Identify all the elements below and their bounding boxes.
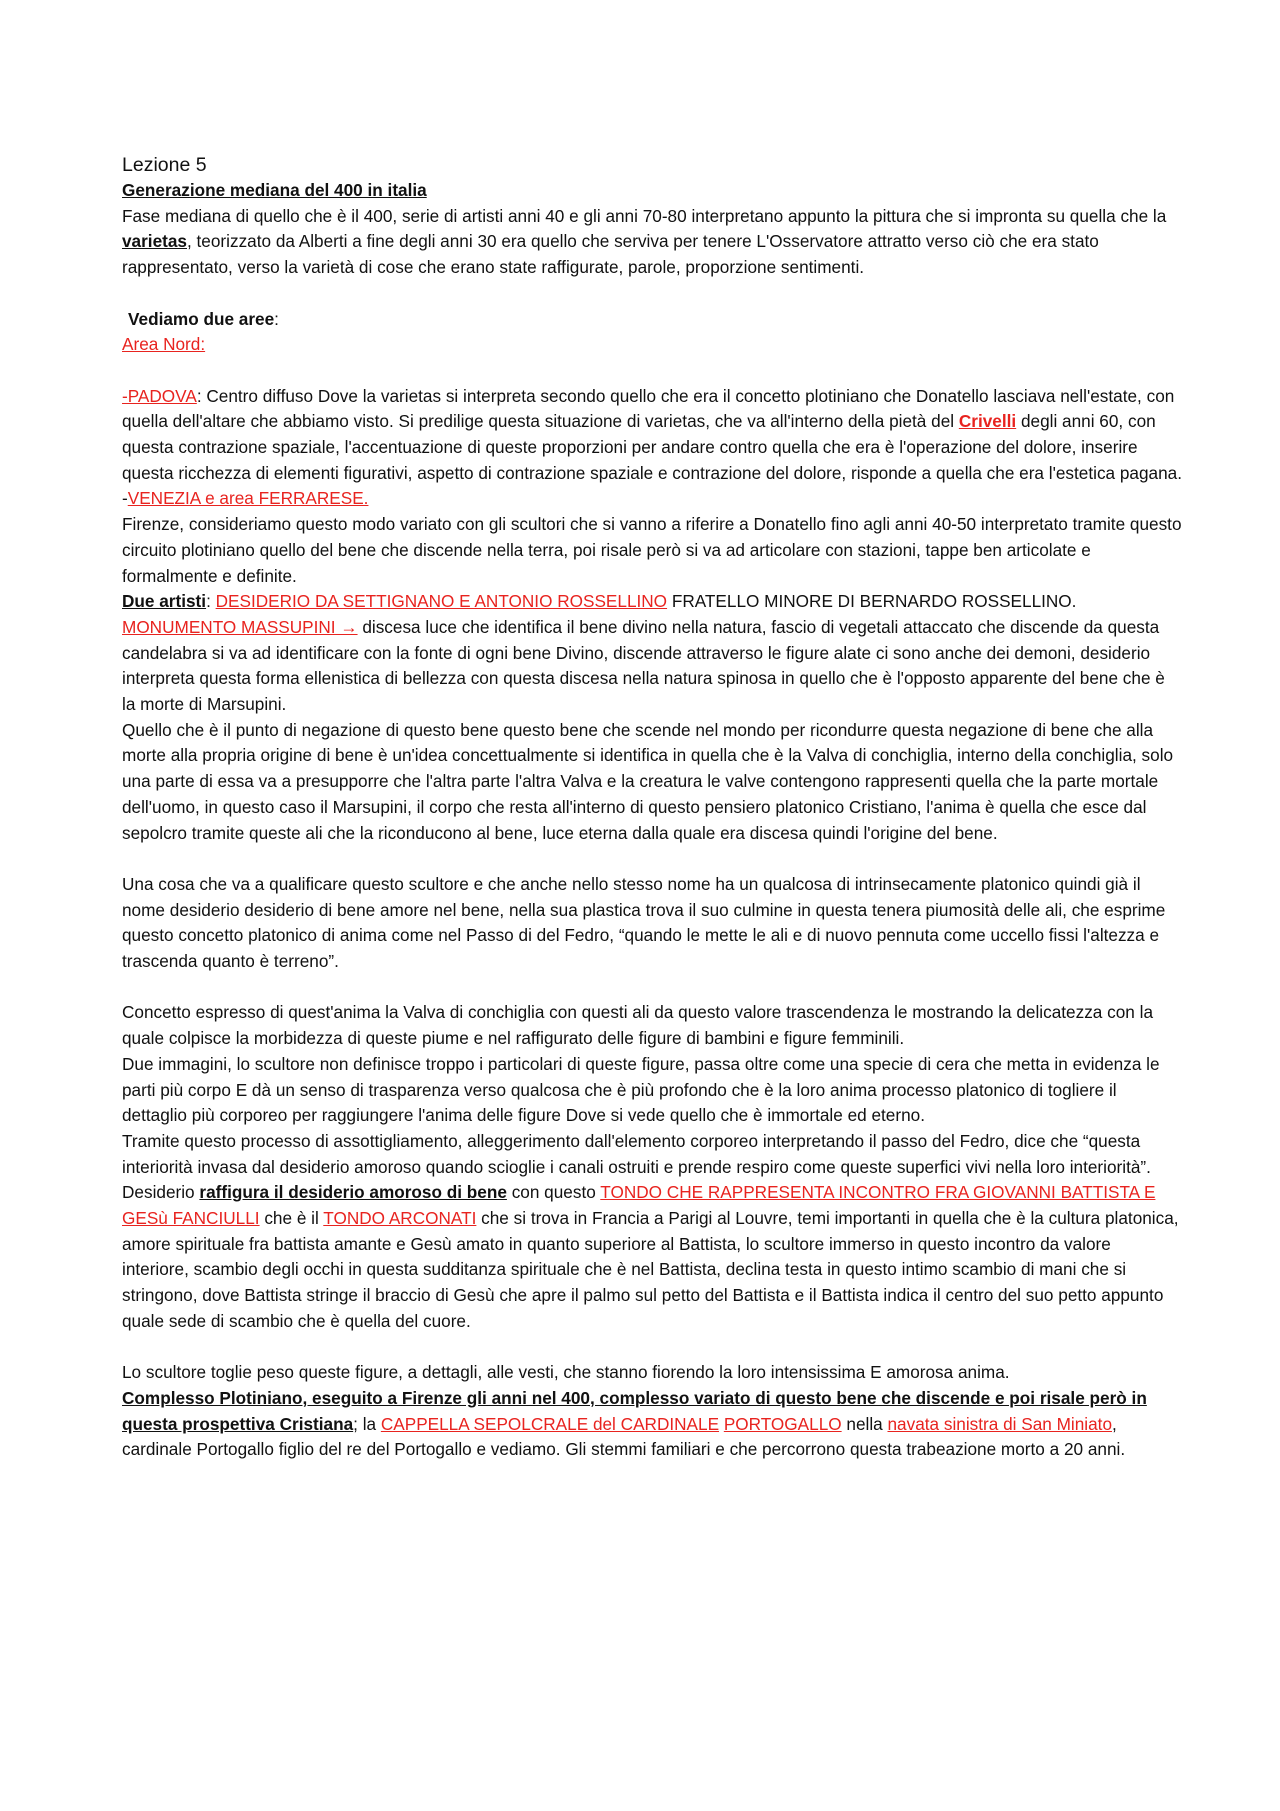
area-nord-link[interactable]: Area Nord: xyxy=(122,334,206,355)
venezia-link[interactable]: VENEZIA e area FERRARESE. xyxy=(127,488,369,509)
spacer xyxy=(122,1335,1182,1361)
tramite-paragraph: Tramite questo processo di assottigliamento, alleggerimento dall'elemento corporeo interpretando il passo del Fedro, dice che “questa interiorità invasa dal desiderio amoroso quando scioglie i canali ostruiti e prende respiro come queste superfici vivi nella loro interiorità”. xyxy=(122,1130,1151,1177)
venezia-dash: - xyxy=(122,488,128,509)
spacer xyxy=(122,975,1182,1001)
padova-link[interactable]: -PADOVA xyxy=(122,385,197,406)
cappella-link[interactable]: CAPPELLA SEPOLCRALE del CARDINALE xyxy=(380,1413,720,1434)
desiderio-text-2: con questo xyxy=(506,1182,601,1203)
monumento-text: discesa luce che identifica il bene divino nella natura, fascio di vegetali attaccato che discende da questa candelabra si va ad identificare con la fonte di ogni bene Divino, discende attraverso le figure alate ci sono anche dei demoni, desiderio interpreta questa forma ellenistica di bellezza con questa discesa nella natura spinosa in quello che è l'opposto apparente del bene che è la morte di Marsupini. xyxy=(122,616,1165,715)
negazione-paragraph: Quello che è il punto di negazione di questo bene questo bene che scende nel mondo per ricondurre questa negazione di bene che alla morte alla propria origine di bene è un'idea concettualmente si identifica in quella che è la Valva di conchiglia, interno della conchiglia, solo una parte di essa va a presupporre che l'altra parte l'altra Valva e la creatura le valve contengono rappresenti quella che la parte mortale dell'uomo, in questo caso il Marsupini, il corpo che resta all'interno di questo pensiero platonico Cristiano, l'anima è quella che esce dal sepolcro tramite queste ali che la riconducono al bene, luce eterna dalla quale era discesa quindi l'origine del bene. xyxy=(122,719,1174,843)
desiderio-text-1: Desiderio xyxy=(122,1182,200,1203)
complesso-text-3: nella xyxy=(841,1413,888,1434)
padova-paragraph xyxy=(122,384,1182,487)
padova-text-2: degli anni 60, con questa contrazione spaziale, l'accentuazione di queste proporzioni per andare contro quella che era è l'operazione del dolore, inserire questa ricchezza di elementi figurativi, aspetto di contrazione spaziale e contrazione del dolore, risponde a quella che era l'estetica pagana. xyxy=(122,411,1183,483)
artisti-label: Due artisti xyxy=(122,591,207,612)
spacer xyxy=(122,358,1182,384)
intro-text-2: , teorizzato da Alberti a fine degli anni 30 era quello che serviva per tenere L'Osservatore attratto verso ciò che era stato rappresentato, verso la varietà di cose che erano state raffigurate, parole, proporzione sentimenti. xyxy=(122,231,1099,278)
spacer xyxy=(122,846,1182,872)
desiderio-paragraph xyxy=(122,1180,1182,1334)
desiderio-text-4: che si trova in Francia a Parigi al Louvre, temi importanti in quella che è la cultura platonica, amore spirituale fra battista amante e Gesù amato in quanto superiore al Battista, lo scultore immerso in questo incontro da valore interiore, scambio degli occhi in questa sudditanza spirituale che è nel Battista, declina testa in questo intimo scambio di mani che si stringono, dove Battista stringe il braccio di Gesù che apre il palmo sul petto del Battista e il Battista indica il centro del suo petto appunto quale sede di scambio che è quella del cuore. xyxy=(122,1208,1179,1331)
desiderio-text-3: che è il xyxy=(259,1208,324,1229)
intro-text-1: Fase mediana di quello che è il 400, serie di artisti anni 40 e gli anni 70-80 interpretano appunto la pittura che si impronta su quella che la xyxy=(122,205,1167,226)
concetto-paragraph: Concetto espresso di quest'anima la Valva di conchiglia con questi ali da questo valore trascendenza le mostrando la delicatezza con la quale colpisce la morbidezza di queste piume e nel raffigurato delle figure di bambini e figure femminili. xyxy=(122,1002,1153,1049)
monumento-link[interactable]: MONUMENTO MASSUPINI → xyxy=(122,616,358,637)
crivelli-link[interactable]: Crivelli xyxy=(958,411,1017,432)
peso-paragraph: Lo scultore toglie peso queste figure, a dettagli, alle vesti, che stanno fiorendo la loro intensissima E amorosa anima. xyxy=(122,1362,1010,1383)
artisti-colon: : xyxy=(206,591,216,612)
spacer xyxy=(122,281,1182,307)
complesso-paragraph xyxy=(122,1386,1182,1463)
san-miniato-link[interactable]: navata sinistra di San Miniato xyxy=(887,1413,1113,1434)
portogallo-link[interactable]: PORTOGALLO xyxy=(723,1413,842,1434)
firenze-paragraph: Firenze, consideriamo questo modo variato con gli scultori che si vanno a riferire a Donatello fino agli anni 40-50 interpretato tramite questo circuito plotiniano quello del bene che discende nella terra, poi risale però si va ad articolare con stazioni, tappe ben articolate e formalmente e definite. xyxy=(122,514,1182,586)
section-heading: Generazione mediana del 400 in italia xyxy=(122,180,427,200)
areas-line xyxy=(122,307,1182,333)
lesson-title: Lezione 5 xyxy=(122,154,207,176)
complesso-text-1: ; la xyxy=(353,1413,381,1434)
venezia-line xyxy=(122,486,1182,512)
artisti-rest: FRATELLO MINORE DI BERNARDO ROSSELLINO. xyxy=(667,591,1077,612)
monumento-paragraph xyxy=(122,615,1182,718)
desiderio-bold: raffigura il desiderio amoroso di bene xyxy=(199,1182,507,1203)
artisti-names-link[interactable]: DESIDERIO DA SETTIGNANO E ANTONIO ROSSELLINO xyxy=(215,591,668,612)
complesso-bold: Complesso Plotiniano, eseguito a Firenze gli anni nel 400, complesso variato di questo bene che discende e poi risale però in questa prospettiva Cristiana xyxy=(122,1387,1147,1434)
tondo-incontro-link[interactable]: TONDO CHE RAPPRESENTA INCONTRO FRA GIOVANNI BATTISTA E GESù FANCIULLI xyxy=(122,1182,1156,1229)
areas-colon: : xyxy=(274,308,279,329)
document-page xyxy=(122,152,1182,1463)
immagini-paragraph: Due immagini, lo scultore non definisce troppo i particolari di queste figure, passa oltre come una specie di cera che metta in evidenza le parti più corpo E dà un senso di trasparenza verso qualcosa che è più profondo che è la loro anima processo platonico di togliere il dettaglio più corporeo per raggiungere l'anima delle figure Dove si vede quello che è immortale ed eterno. xyxy=(122,1053,1160,1126)
complesso-text-4: , cardinale Portogallo figlio del re del Portogallo e vediamo. Gli stemmi familiari e che percorrono questa trabeazione morto a 20 anni. xyxy=(122,1413,1126,1460)
artisti-paragraph xyxy=(122,589,1182,615)
tondo-arconati-link[interactable]: TONDO ARCONATI xyxy=(323,1208,477,1229)
qualifica-paragraph: Una cosa che va a qualificare questo scultore e che anche nello stesso nome ha un qualcosa di intrinsecamente platonico quindi già il nome desiderio desiderio di bene amore nel bene, nella sua plastica trova il suo culmine in questa tenera piumosità delle ali, che esprime questo concetto platonico di anima come nel Passo di del Fedro, “quando le mette le ali e di nuovo pennuta come uccello fissi l'altezza e trascenda quanto è terreno”. xyxy=(122,873,1166,972)
padova-text-1: : Centro diffuso Dove la varietas si interpreta secondo quello che era il concetto plotiniano che Donatello lasciava nell'estate, con quella dell'altare che abbiamo visto. Si predilige questa situazione di varietas, che va all'interno della pietà del xyxy=(122,385,1175,432)
area-nord-line xyxy=(122,332,1182,358)
varietas-term: varietas xyxy=(122,231,187,252)
areas-label: Vediamo due aree xyxy=(128,308,275,329)
intro-paragraph xyxy=(122,204,1182,281)
